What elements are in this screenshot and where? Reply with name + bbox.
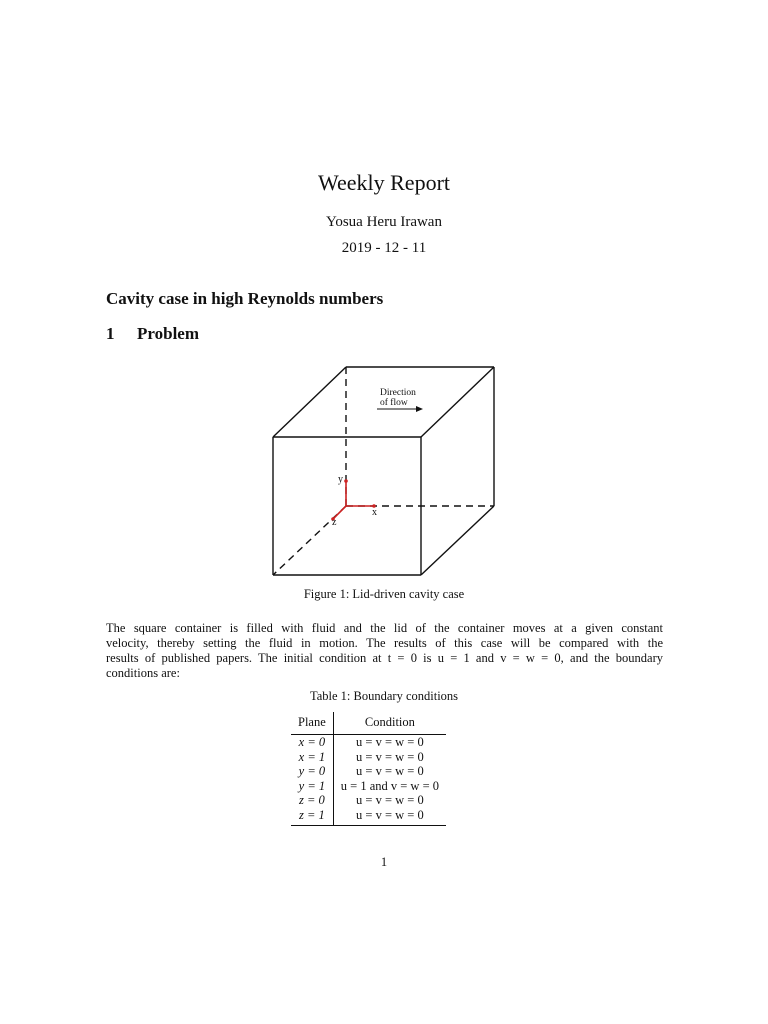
cell-plane: x = 0 — [291, 735, 333, 750]
cube-edge — [421, 367, 494, 437]
table-row — [291, 808, 446, 826]
figure-caption: Figure 1: Lid-driven cavity case — [303, 587, 465, 601]
table-row — [291, 750, 446, 765]
table-caption: Table 1: Boundary conditions — [309, 689, 459, 703]
body-paragraph — [106, 621, 663, 681]
cell-condition: u = 1 and v = w = 0 — [340, 778, 440, 793]
table-row — [291, 793, 446, 808]
author-name: Yosua Heru Irawan — [326, 214, 442, 230]
header-plane: Plane — [291, 712, 333, 735]
report-date: 2019 - 12 - 11 — [341, 240, 427, 256]
cube-edge — [273, 367, 346, 437]
axis-label-y: y — [338, 474, 343, 485]
y-axis-tip — [344, 479, 348, 483]
cell-condition: u = v = w = 0 — [356, 793, 424, 807]
paragraph-line: velocity, thereby setting the fluid in motion. The results of this case will be compared with the — [106, 636, 663, 650]
paragraph-line: conditions are: — [106, 666, 180, 680]
cell-condition: u = v = w = 0 — [356, 735, 424, 749]
cavity-cube-figure — [260, 360, 510, 585]
section-title: Problem — [137, 324, 200, 343]
section-heading — [106, 324, 199, 344]
direction-label-line1: Direction — [380, 388, 416, 398]
paragraph-line: results of published papers. The initial condition at t = 0 is u = 1 and v = w = 0, and the boundary — [106, 651, 663, 665]
table-row — [291, 735, 446, 750]
report-title: Weekly Report — [317, 170, 451, 195]
table-row — [291, 764, 446, 779]
table-header-row — [291, 712, 446, 735]
cell-condition: u = v = w = 0 — [356, 764, 424, 778]
cell-plane: y = 0 — [291, 764, 333, 779]
cell-plane: z = 0 — [291, 793, 333, 808]
cube-edge — [421, 506, 494, 575]
cell-condition: u = v = w = 0 — [356, 807, 424, 822]
boundary-conditions-table — [291, 712, 446, 826]
cell-plane: z = 1 — [291, 808, 333, 826]
axis-label-z: z — [332, 517, 337, 528]
cell-condition: u = v = w = 0 — [356, 749, 424, 764]
table-row — [291, 779, 446, 794]
report-subtitle: Cavity case in high Reynolds numbers — [106, 289, 384, 308]
section-number: 1 — [106, 324, 115, 343]
flow-arrow-head — [416, 406, 423, 412]
axis-label-x: x — [372, 507, 377, 518]
cell-plane: x = 1 — [291, 750, 333, 765]
paragraph-line: The square container is filled with fluid and the lid of the container moves at a given constant — [106, 621, 663, 635]
cell-plane: y = 1 — [291, 779, 333, 794]
direction-label-line2: of flow — [380, 398, 408, 408]
header-condition: Condition — [364, 715, 415, 729]
page-number: 1 — [380, 855, 388, 869]
